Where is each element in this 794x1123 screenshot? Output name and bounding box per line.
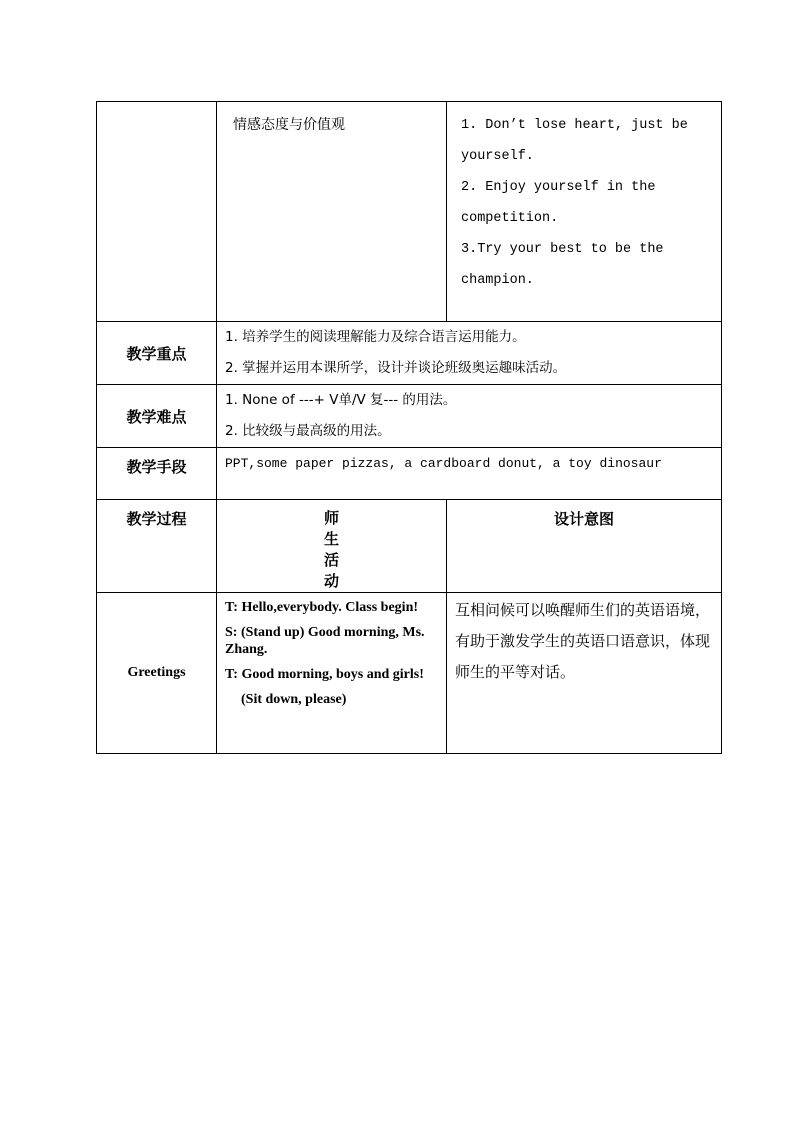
values-item-3: 3.Try your best to be the champion. — [461, 242, 664, 288]
greetings-label: Greetings — [97, 593, 217, 754]
process-header-row — [97, 500, 722, 593]
lesson-plan-table — [96, 101, 722, 754]
difficulty-1: 1. None of ---+ V单/V 复--- 的用法。 — [225, 392, 457, 408]
process-label: 教学过程 — [97, 500, 217, 593]
activity-char-2: 生 — [323, 530, 339, 548]
dialog-line-3: T: Good morning, boys and girls! — [225, 667, 424, 682]
values-category: 情感态度与价值观 — [217, 102, 447, 322]
difficulties-items — [217, 385, 722, 448]
means-text: PPT,some paper pizzas, a cardboard donut, a toy dinosaur — [217, 448, 722, 500]
values-items — [447, 102, 722, 322]
values-empty-cell — [97, 102, 217, 322]
values-row — [97, 102, 722, 322]
key-points-items — [217, 322, 722, 385]
greetings-row — [97, 593, 722, 754]
dialog-line-4: (Sit down, please) — [241, 692, 347, 707]
difficulties-label: 教学难点 — [97, 385, 217, 448]
values-item-2: 2. Enjoy yourself in the competition. — [461, 180, 656, 226]
activity-char-1: 师 — [323, 509, 339, 527]
difficulties-row — [97, 385, 722, 448]
means-label: 教学手段 — [97, 448, 217, 500]
activity-header — [217, 500, 447, 593]
key-point-2: 2. 掌握并运用本课所学，设计并谈论班级奥运趣味活动。 — [225, 360, 567, 376]
greetings-intent: 互相问候可以唤醒师生们的英语语境，有助于激发学生的英语口语意识，体现师生的平等对话。 — [447, 593, 722, 754]
dialog-line-2: S: (Stand up) Good morning, Ms. Zhang. — [225, 625, 425, 657]
greetings-dialog — [217, 593, 447, 754]
dialog-line-1: T: Hello,everybody. Class begin! — [225, 600, 419, 615]
key-points-row — [97, 322, 722, 385]
activity-char-4: 动 — [323, 572, 339, 590]
key-point-1: 1. 培养学生的阅读理解能力及综合语言运用能力。 — [225, 329, 526, 345]
difficulty-2: 2. 比较级与最高级的用法。 — [225, 423, 391, 439]
key-points-label: 教学重点 — [97, 322, 217, 385]
values-item-1: 1. Don’t lose heart, just be yourself. — [461, 118, 688, 164]
intent-header: 设计意图 — [447, 500, 722, 593]
means-row — [97, 448, 722, 500]
activity-char-3: 活 — [323, 551, 339, 569]
